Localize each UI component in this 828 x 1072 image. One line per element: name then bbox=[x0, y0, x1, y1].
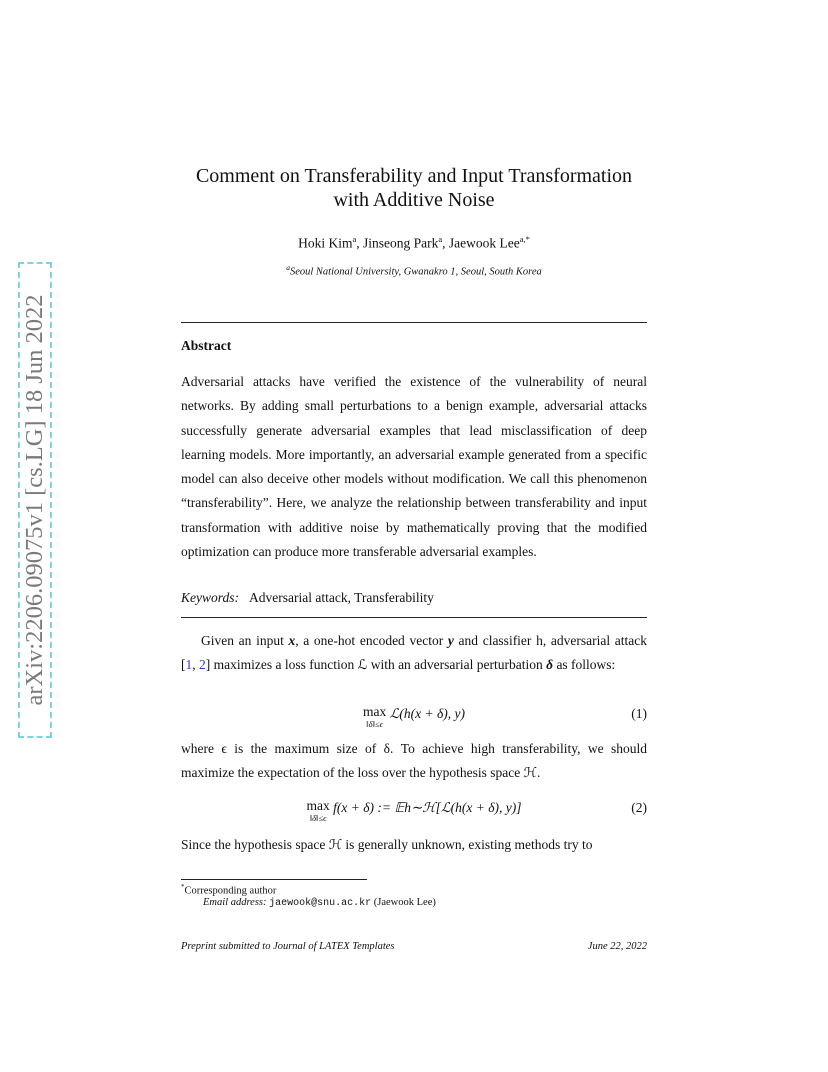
equation-expression: ℒ(h(x + δ), y) bbox=[389, 706, 465, 721]
author-name: Jinseong Park bbox=[363, 235, 439, 251]
footer-journal: Preprint submitted to Journal of LATEX Templates bbox=[181, 941, 395, 952]
title-line-1: Comment on Transferability and Input Transformation bbox=[195, 165, 633, 187]
body-paragraph-1: Given an input x, a one-hot encoded vector y and classifier h, adversarial attack [1, 2] maximizes a loss function ℒ with an adversarial perturbation δ as follows: bbox=[181, 633, 647, 673]
arxiv-stamp: arXiv:2206.09075v1 [cs.LG] 18 Jun 2022 bbox=[21, 294, 48, 706]
footnote-rule bbox=[181, 879, 367, 880]
footnote-mark: * bbox=[181, 883, 185, 891]
body-paragraph-3: Since the hypothesis space ℋ is generally unknown, existing methods try to bbox=[181, 837, 593, 852]
keywords-label: Keywords: bbox=[181, 590, 239, 605]
abstract-heading: Abstract bbox=[181, 338, 232, 353]
abstract-text: Adversarial attacks have verified the existence of the vulnerability of neural networks. By adding small perturbations to a benign example, adversarial attacks successfully generate adversarial examples that lead misclassification of deep learning models. More importantly, an adversarial example generated from a specific model can also deceive other models without modification. We call this phenomenon “transferability”. Here, we analyze the relationship between transferability and input transformation with additive noise by mathematically proving that the modified optimization can produce more transferable adversarial examples. bbox=[181, 374, 647, 560]
symbol-y: y bbox=[447, 633, 454, 648]
paper-title bbox=[150, 164, 678, 212]
equation-number: (2) bbox=[631, 800, 647, 815]
symbol-delta: δ bbox=[546, 657, 554, 673]
abstract-bottom-rule bbox=[181, 617, 647, 618]
author-name: Jaewook Lee bbox=[448, 235, 520, 251]
affiliation-mark: a bbox=[286, 263, 290, 272]
title-line-2: with Additive Noise bbox=[333, 189, 495, 211]
keywords-text: Adversarial attack, Transferability bbox=[249, 590, 434, 605]
author-mark: a bbox=[438, 234, 443, 244]
equation-number: (1) bbox=[631, 706, 647, 721]
email-address[interactable]: jaewook@snu.ac.kr bbox=[269, 898, 372, 909]
abstract-top-rule bbox=[181, 322, 647, 323]
footer-date: June 22, 2022 bbox=[587, 941, 647, 952]
author-mark: a bbox=[352, 234, 357, 244]
affiliation-text: Seoul National University, Gwanakro 1, Seoul, South Korea bbox=[289, 266, 542, 278]
author-mark: a,* bbox=[519, 234, 530, 244]
author-name: Hoki Kim bbox=[298, 235, 353, 251]
citation-link[interactable]: 2 bbox=[199, 657, 206, 673]
affiliation bbox=[150, 263, 678, 278]
email-name: (Jaewook Lee) bbox=[373, 897, 436, 908]
email-label: Email address: bbox=[203, 897, 267, 908]
keywords bbox=[181, 590, 434, 606]
equation-expression: f(x + δ) := 𝔼h∼ℋ[ℒ(h(x + δ), y)] bbox=[333, 800, 522, 815]
citation-link[interactable]: 1 bbox=[185, 657, 193, 673]
footnote-corresponding: *Corresponding author bbox=[181, 883, 277, 897]
author-list: Hoki Kim$^a$, Jinseong Park$^a$, Jaewook Lee$^{a,*}$ bbox=[298, 234, 530, 251]
body-paragraph-2: where ϵ is the maximum size of δ. To achieve high transferability, we should maximize the expectation of the loss over the hypothesis space ℋ. bbox=[181, 741, 647, 781]
footnote-email bbox=[203, 897, 669, 909]
symbol-x: x bbox=[288, 633, 296, 648]
page-footer bbox=[181, 941, 647, 952]
